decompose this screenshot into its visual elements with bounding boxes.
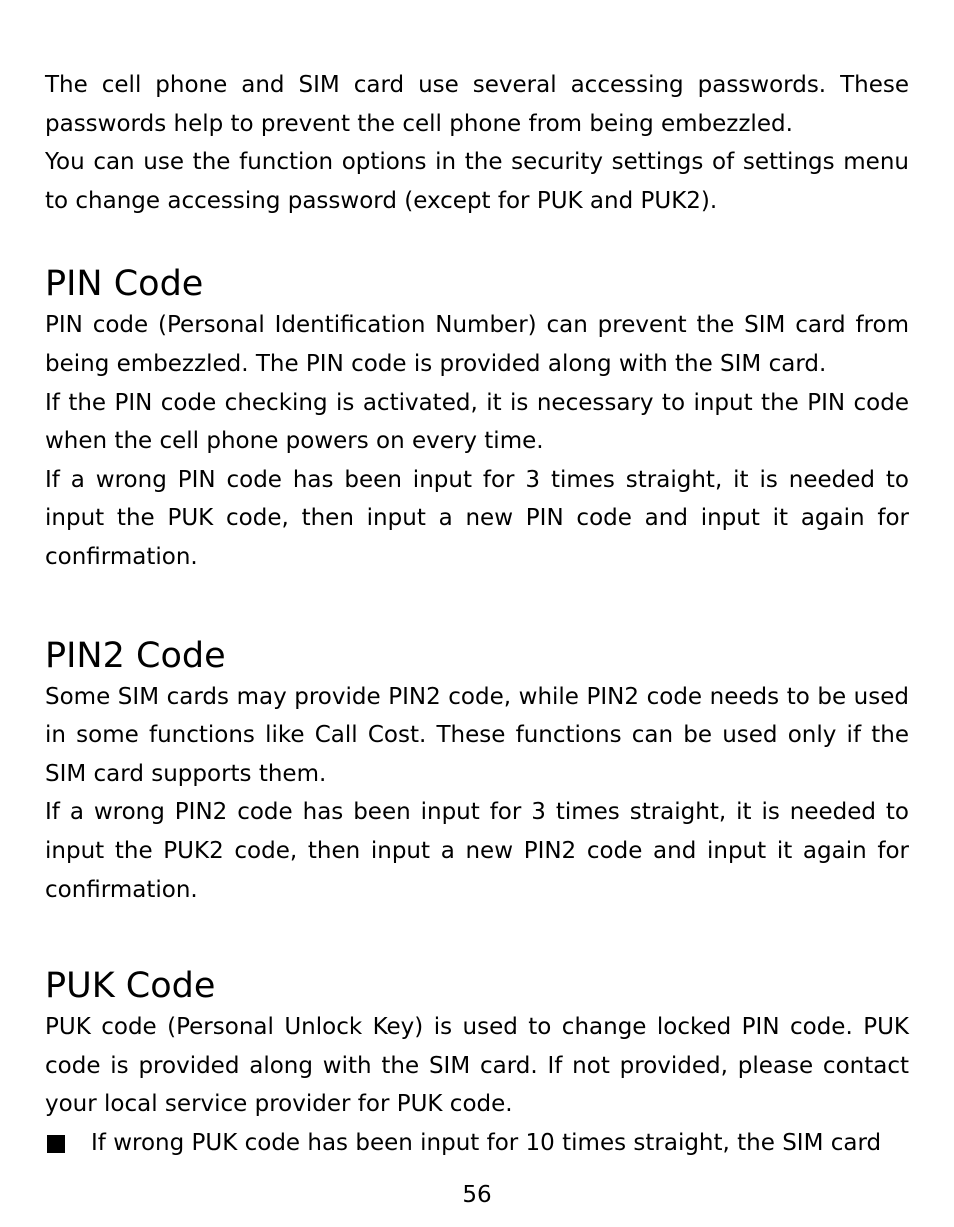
page-content bbox=[45, 66, 909, 1162]
puk-code-heading: PUK Code bbox=[45, 966, 216, 1007]
pin-paragraph: If the PIN code checking is activated, it is necessary to input the PIN code when the cell phone powers on every time. bbox=[45, 389, 909, 455]
pin2-paragraph: Some SIM cards may provide PIN2 code, while PIN2 code needs to be used in some functions like Call Cost. These functions can be used only if the SIM card supports them. bbox=[45, 683, 909, 787]
intro-paragraph: The cell phone and SIM card use several accessing passwords. These passwords help to prevent the cell phone from being embezzled. bbox=[45, 72, 909, 137]
pin-paragraph: If a wrong PIN code has been input for 3 times straight, it is needed to input the PUK code, then input a new PIN code and input it again for confirmation. bbox=[45, 466, 909, 570]
pin-code-heading: PIN Code bbox=[45, 264, 204, 305]
page-number: 56 bbox=[462, 1182, 492, 1208]
intro-paragraph: You can use the function options in the security settings of settings menu to change accessing password (except for PUK and PUK2). bbox=[45, 149, 909, 214]
square-bullet-icon bbox=[47, 1135, 65, 1153]
pin-paragraph: PIN code (Personal Identification Number) can prevent the SIM card from being embezzled. The PIN code is provided along with the SIM card. bbox=[45, 312, 909, 377]
puk-paragraph: PUK code (Personal Unlock Key) is used to change locked PIN code. PUK code is provided along with the SIM card. If not provided, please contact your local service provider for PUK code. bbox=[45, 1014, 909, 1118]
pin2-paragraph: If a wrong PIN2 code has been input for 3 times straight, it is needed to input the PUK2 code, then input a new PIN2 code and input it again for confirmation. bbox=[45, 799, 909, 903]
bullet-item bbox=[45, 1124, 909, 1163]
bullet-text: If wrong PUK code has been input for 10 times straight, the SIM card bbox=[91, 1129, 882, 1156]
pin2-code-heading: PIN2 Code bbox=[45, 635, 226, 676]
